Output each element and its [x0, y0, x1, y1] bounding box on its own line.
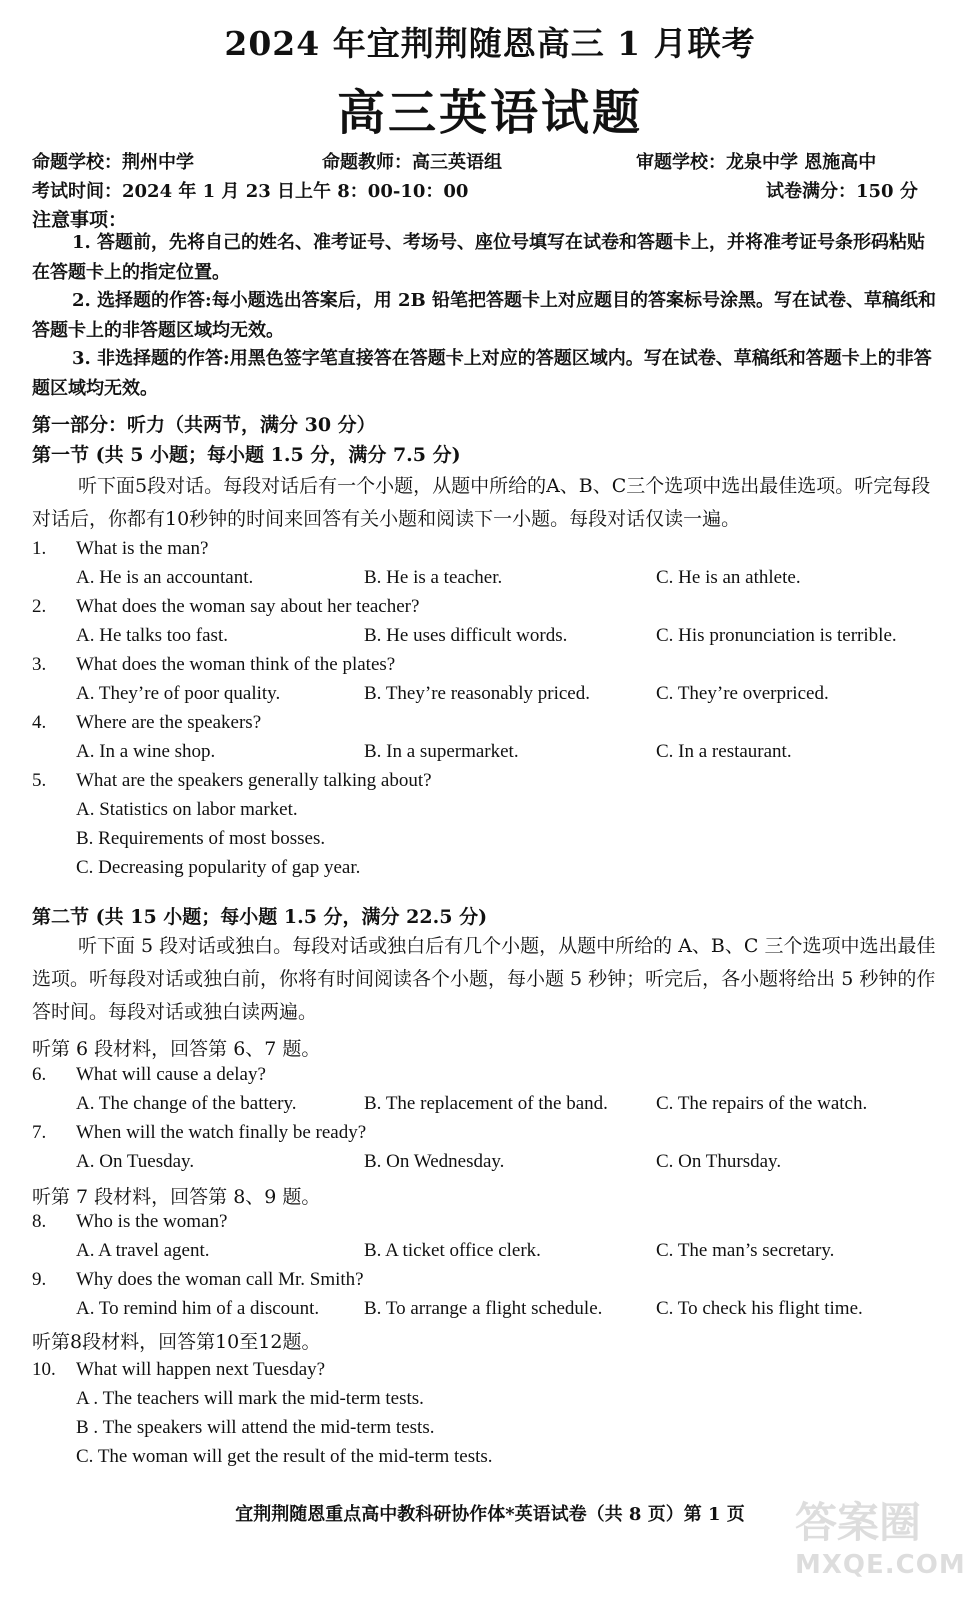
option-a: A . The teachers will mark the mid-term tests.: [76, 1388, 424, 1409]
exam-subject-title: 高三英语试题: [336, 85, 643, 141]
option-b: B. They’re reasonably priced.: [364, 683, 590, 704]
setting-school: 命题学校：荆州中学: [32, 152, 194, 173]
question-text: What will cause a delay?: [76, 1064, 266, 1085]
option-c: C. To check his flight time.: [656, 1298, 863, 1319]
part1-heading: 第一部分：听力（共两节，满分 30 分）: [32, 414, 376, 436]
option-b: B. On Wednesday.: [364, 1151, 505, 1172]
option-c: C. The woman will get the result of the mid-term tests.: [76, 1446, 493, 1467]
exam-title: 2024 年宜荆荆随恩高三 1 月联考: [224, 24, 756, 63]
option-b: B. To arrange a flight schedule.: [364, 1298, 603, 1319]
option-b: B . The speakers will attend the mid-term tests.: [76, 1417, 435, 1438]
setting-teacher: 命题教师：高三英语组: [322, 152, 502, 173]
option-c: C. On Thursday.: [656, 1151, 782, 1172]
option-a: A. Statistics on labor market.: [76, 799, 298, 820]
option-b: B. The replacement of the band.: [364, 1093, 608, 1114]
option-c: C. He is an athlete.: [656, 567, 801, 588]
option-c: C. The man’s secretary.: [656, 1240, 835, 1261]
note-item: 2. 选择题的作答:每小题选出答案后，用 2B 铅笔把答题卡上对应题目的答案标号涂黑。写在试卷、草稿纸和答题卡上的非答题区域均无效。: [32, 290, 936, 341]
notes-heading: 注意事项：: [32, 209, 128, 231]
option-c: C. They’re overpriced.: [656, 683, 829, 704]
question-number: 2.: [32, 596, 47, 617]
listen-instruction: 听第 7 段材料，回答第 8、9 题。: [32, 1186, 321, 1208]
option-b: B. He is a teacher.: [364, 567, 503, 588]
question-text: When will the watch finally be ready?: [76, 1122, 367, 1143]
question-text: What does the woman say about her teacher?: [76, 596, 420, 617]
exam-time: 考试时间：2024 年 1 月 23 日上午 8：00-10：00: [32, 181, 469, 202]
section1-instructions: 听下面5段对话。每段对话后有一个小题，从题中所给的A、B、C三个选项中选出最佳选项。听完每段对话后，你都有10秒钟的时间来回答有关小题和阅读下一小题。每段对话仅读一遍。: [32, 475, 931, 530]
question-text: What does the woman think of the plates?: [76, 654, 396, 675]
question-10: [32, 1359, 325, 1381]
question-text: Who is the woman?: [76, 1211, 228, 1232]
note-item: 1. 答题前，先将自己的姓名、准考证号、考场号、座位号填写在试卷和答题卡上，并将准考证号条形码粘贴在答题卡上的指定位置。: [32, 232, 926, 283]
option-c: C. Decreasing popularity of gap year.: [76, 857, 361, 878]
question-1: [32, 538, 208, 560]
option-b: B. A ticket office clerk.: [364, 1240, 541, 1261]
question-number: 10.: [32, 1359, 56, 1380]
watermark-logo: [795, 1490, 965, 1590]
question-8: [32, 1211, 227, 1233]
option-c: C. In a restaurant.: [656, 741, 792, 762]
question-6: [32, 1064, 266, 1086]
question-text: Why does the woman call Mr. Smith?: [76, 1269, 364, 1290]
option-a: A. He talks too fast.: [76, 625, 228, 646]
section1-heading: 第一节 (共 5 小题；每小题 1.5 分，满分 7.5 分): [32, 444, 461, 466]
listen-instruction: 听第 6 段材料，回答第 6、7 题。: [32, 1038, 321, 1060]
option-a: A. They’re of poor quality.: [76, 683, 281, 704]
question-3: [32, 654, 395, 676]
option-a: A. A travel agent.: [76, 1240, 210, 1261]
section2-heading: 第二节 (共 15 小题；每小题 1.5 分，满分 22.5 分): [32, 906, 488, 928]
option-a: A. He is an accountant.: [76, 567, 254, 588]
question-text: What is the man?: [76, 538, 209, 559]
question-number: 7.: [32, 1122, 47, 1143]
option-a: A. In a wine shop.: [76, 741, 216, 762]
option-c: C. His pronunciation is terrible.: [656, 625, 897, 646]
question-9: [32, 1269, 364, 1291]
option-a: A. The change of the battery.: [76, 1093, 297, 1114]
question-number: 8.: [32, 1211, 47, 1232]
option-c: C. The repairs of the watch.: [656, 1093, 868, 1114]
option-a: A. To remind him of a discount.: [76, 1298, 320, 1319]
option-b: B. Requirements of most bosses.: [76, 828, 326, 849]
question-text: What will happen next Tuesday?: [76, 1359, 326, 1380]
question-2: [32, 596, 419, 618]
question-text: Where are the speakers?: [76, 712, 262, 733]
listen-instruction: 听第8段材料，回答第10至12题。: [32, 1331, 321, 1353]
question-text: What are the speakers generally talking about?: [76, 770, 432, 791]
page-footer: 宜荆荆随恩重点高中教科研协作体*英语试卷（共 8 页）第 1 页: [235, 1504, 745, 1525]
question-5: [32, 770, 432, 792]
full-score: 试卷满分：150 分: [766, 181, 918, 202]
watermark-text: 答案圈: [795, 1498, 922, 1547]
note-item: 3. 非选择题的作答:用黑色签字笔直接答在答题卡上对应的答题区域内。写在试卷、草稿纸和答题卡上的非答题区域均无效。: [32, 348, 932, 399]
question-number: 9.: [32, 1269, 47, 1290]
question-4: [32, 712, 261, 734]
question-number: 6.: [32, 1064, 47, 1085]
question-number: 4.: [32, 712, 47, 733]
option-b: B. In a supermarket.: [364, 741, 519, 762]
question-number: 5.: [32, 770, 47, 791]
option-b: B. He uses difficult words.: [364, 625, 568, 646]
question-number: 3.: [32, 654, 47, 675]
review-school: 审题学校：龙泉中学 恩施高中: [636, 152, 877, 173]
question-7: [32, 1122, 366, 1144]
question-number: 1.: [32, 538, 47, 559]
option-a: A. On Tuesday.: [76, 1151, 195, 1172]
section2-instructions: 听下面 5 段对话或独白。每段对话或独白后有几个小题，从题中所给的 A、B、C 三个选项中选出最佳选项。听每段对话或独白前，你将有时间阅读各个小题，每小题 5 秒钟；听完后，各小题将给出 5 秒钟的作答时间。每段对话或独白读两遍。: [32, 935, 936, 1023]
watermark-url: MXQE.COM: [795, 1550, 966, 1580]
